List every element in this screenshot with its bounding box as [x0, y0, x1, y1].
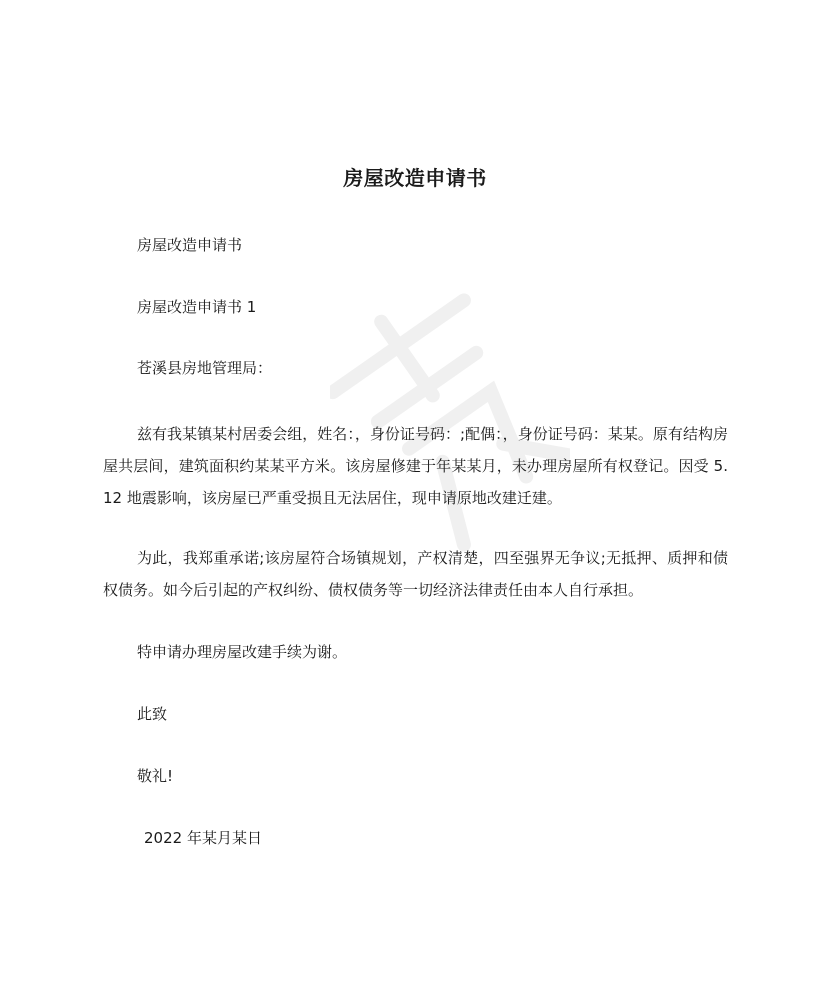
paragraph-request: 特申请办理房屋改建手续为谢。	[137, 643, 348, 661]
paragraph-addressee: 苍溪县房地管理局：	[137, 359, 273, 377]
paragraph-subheading: 房屋改造申请书 1	[137, 298, 257, 316]
paragraph-body-2: 为此，我郑重承诺;该房屋符合场镇规划，产权清楚，四至强界无争议;无抵押、质押和债权债务。如今后引起的产权纠纷、债权债务等一切经济法律责任由本人自行承担。	[103, 549, 728, 599]
paragraph-closing: 此致	[137, 705, 168, 723]
paragraph-body-1: 兹有我某镇某村居委会组，姓名：，身份证号码：;配偶：，身份证号码：某某。原有结构房屋共层间，建筑面积约某某平方米。该房屋修建于年某某月，未办理房屋所有权登记。因受 5.12 地震影响，该房屋已严重受损且无法居住，现申请原地改建迁建。	[103, 425, 728, 507]
paragraph-salutation: 敬礼!	[137, 767, 174, 785]
paragraph-date: 2022 年某月某日	[144, 829, 262, 847]
paragraph-heading-repeat: 房屋改造申请书	[137, 236, 243, 254]
document-title: 房屋改造申请书	[343, 166, 487, 190]
